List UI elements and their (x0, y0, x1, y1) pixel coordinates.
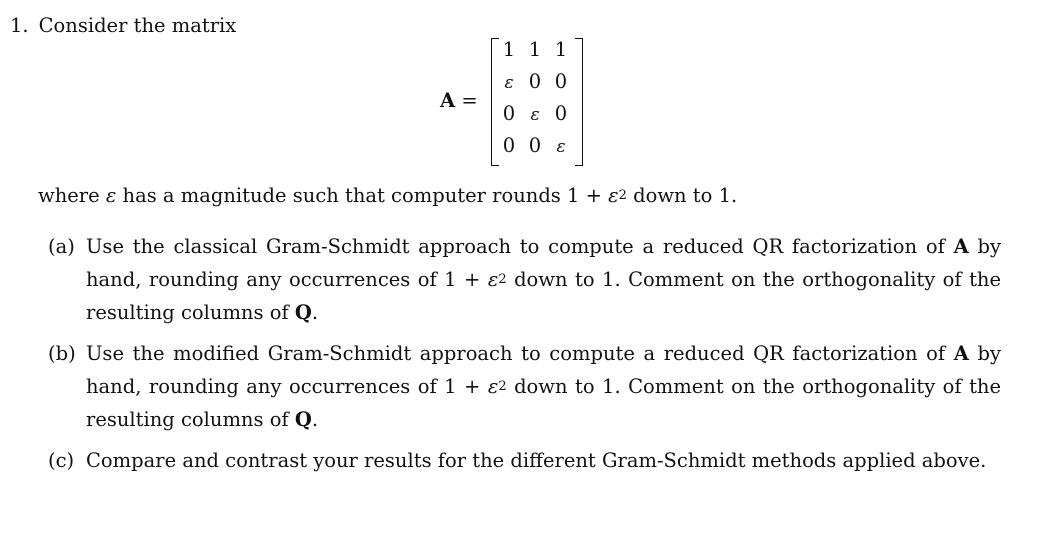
matrix-symbol-a: A (440, 89, 456, 112)
part-text (86, 337, 1001, 436)
problem-number: 1. (10, 14, 29, 37)
equals-sign: = (461, 89, 478, 112)
part-label: (c) (48, 449, 75, 472)
matrix-cell: ε (504, 73, 514, 93)
text-span: . (311, 301, 319, 324)
matrix-cell: 0 (502, 102, 516, 125)
matrix-cell: 0 (554, 70, 568, 93)
text-span: . (311, 408, 319, 431)
matrix-equation (0, 36, 1042, 166)
where-middle: has a magnitude such that computer rounds 1 + (122, 184, 602, 207)
epsilon-symbol: ε (487, 375, 499, 398)
text-span: by hand, (86, 342, 1002, 398)
where-clause (38, 184, 737, 207)
problem-heading (10, 14, 236, 37)
where-prefix: where (38, 184, 100, 207)
equation-lhs (440, 89, 478, 112)
matrix-cell: 1 (554, 38, 568, 61)
text-span: down to 1. Comment on the orthogonality of the resulting (86, 268, 1002, 324)
part-text (86, 230, 1001, 329)
text-span: rounding any occurrences of 1 + (148, 375, 481, 398)
epsilon-symbol: ε (608, 184, 619, 207)
epsilon-symbol: ε (105, 184, 117, 207)
text-span: columns of (180, 301, 289, 324)
matrix-a (491, 36, 583, 166)
exponent: 2 (498, 272, 507, 287)
matrix-row-1 (500, 38, 574, 70)
matrix-row-4 (500, 134, 574, 166)
bold-symbol: Q (294, 408, 312, 431)
text-span: by hand, (86, 235, 1002, 291)
text-span: down to 1. Comment on the orthogonality of the resulting (86, 375, 1002, 431)
text-span: columns of (180, 408, 289, 431)
bold-symbol: A (953, 235, 969, 258)
matrix-row-2 (500, 70, 574, 102)
matrix-cell: 0 (528, 70, 542, 93)
matrix-cell: 0 (528, 134, 542, 157)
bold-symbol: A (953, 342, 969, 365)
matrix-cell: 1 (528, 38, 542, 61)
epsilon-symbol: ε (487, 268, 499, 291)
text-span: rounding any occurrences of 1 + (148, 268, 481, 291)
matrix-cell: ε (530, 105, 540, 125)
exponent: 2 (498, 379, 507, 394)
text-span: Use the modified Gram-Schmidt approach to compute a reduced QR factorization of (86, 342, 946, 365)
exponent: 2 (618, 188, 627, 203)
text-span: Use the classical Gram-Schmidt approach to compute a reduced QR factorization of (86, 235, 945, 258)
matrix-cell: ε (556, 137, 566, 157)
problem-intro: Consider the matrix (38, 14, 237, 37)
matrix-cell: 0 (554, 102, 568, 125)
matrix-cell: 1 (502, 38, 516, 61)
part-label: (a) (48, 235, 75, 258)
matrix-row-3 (500, 102, 574, 134)
part-text: Compare and contrast your results for the different Gram-Schmidt methods applied above. (86, 449, 987, 472)
matrix-cell: 0 (502, 134, 516, 157)
where-suffix: down to 1. (633, 184, 738, 207)
right-bracket (575, 38, 583, 166)
part-label: (b) (48, 342, 76, 365)
bold-symbol: Q (294, 301, 312, 324)
